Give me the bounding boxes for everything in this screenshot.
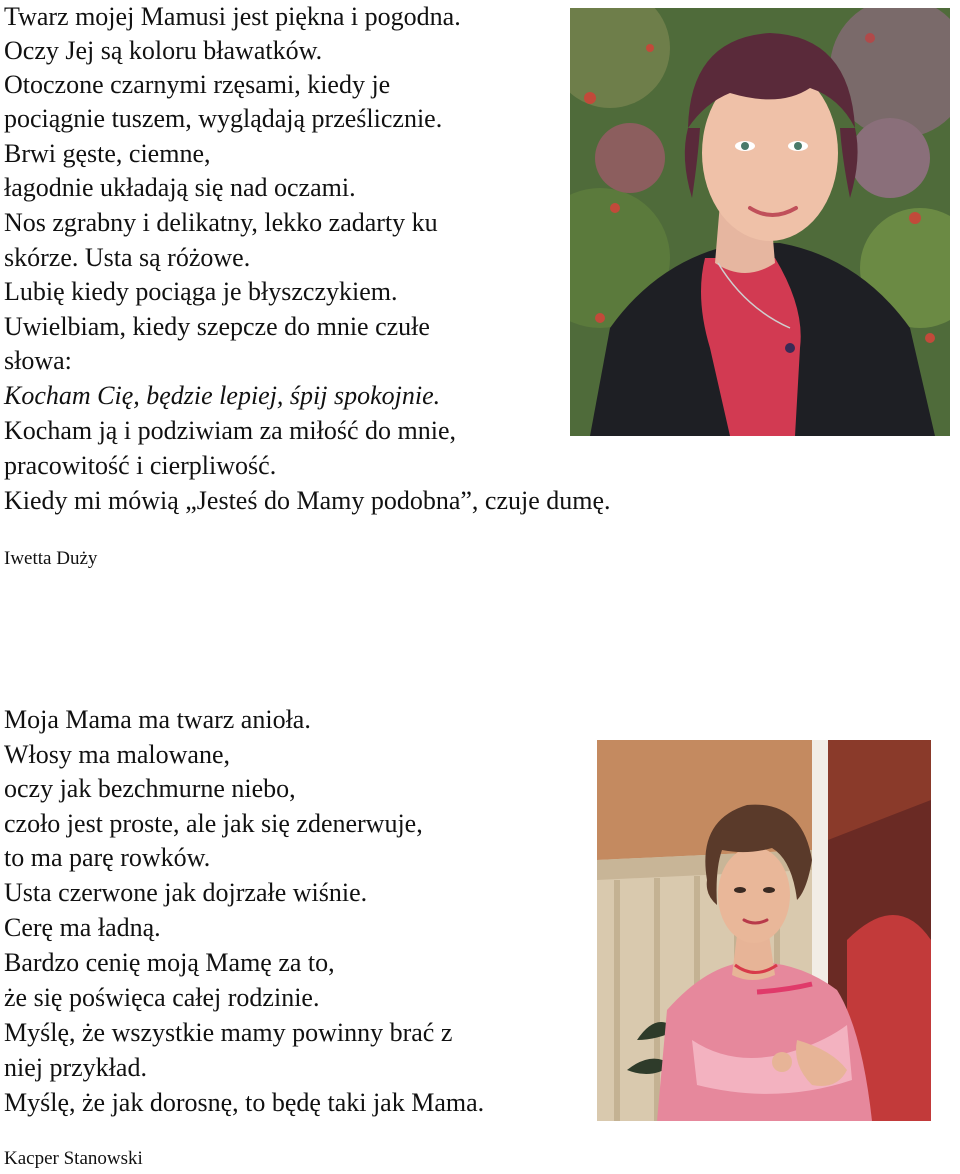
poem1-line-3: Otoczone czarnymi rzęsami, kiedy je (4, 70, 391, 99)
mother-pink-dress-illustration (597, 740, 931, 1121)
poem1-line-9: Lubię kiedy pociąga je błyszczykiem. (4, 277, 398, 306)
poem1-line-10: Uwielbiam, kiedy szepcze do mnie czułe (4, 312, 430, 341)
poem2-line-11: niej przykład. (4, 1053, 147, 1082)
poem2-line-8: Bardzo cenię moją Mamę za to, (4, 948, 335, 977)
poem2-line-1: Moja Mama ma twarz anioła. (4, 705, 311, 734)
poem1-line-5: Brwi gęste, ciemne, (4, 139, 211, 168)
poem2-line-6: Usta czerwone jak dojrzałe wiśnie. (4, 878, 368, 907)
poem2-line-3: oczy jak bezchmurne niebo, (4, 774, 296, 803)
poem1-line-12: Kocham Cię, będzie lepiej, śpij spokojnie. (4, 381, 441, 410)
poem1-line-13: Kocham ją i podziwiam za miłość do mnie, (4, 416, 456, 445)
poem1-line-2: Oczy Jej są koloru bławatków. (4, 36, 323, 65)
mother-portrait-illustration (570, 8, 950, 436)
poem1-line-6: łagodnie układają się nad oczami. (4, 173, 356, 202)
poem1-line-4: pociągnie tuszem, wyglądają prześlicznie. (4, 104, 443, 133)
mother-portrait-photo (570, 8, 950, 436)
poem1-line-7: Nos zgrabny i delikatny, lekko zadarty ku (4, 208, 438, 237)
poem1-line-8: skórze. Usta są różowe. (4, 243, 251, 272)
poem2-line-5: to ma parę rowków. (4, 843, 211, 872)
poem2-author: Kacper Stanowski (4, 1148, 143, 1169)
poem1-author: Iwetta Duży (4, 548, 98, 569)
poem1-line-14: pracowitość i cierpliwość. (4, 451, 277, 480)
poem2-line-4: czoło jest proste, ale jak się zdenerwuje, (4, 809, 423, 838)
poem1-line-15: Kiedy mi mówią „Jesteś do Mamy podobna”, czuje dumę. (4, 486, 611, 515)
poem2-line-12: Myślę, że jak dorosnę, to będę taki jak Mama. (4, 1088, 485, 1117)
poem1-line-1: Twarz mojej Mamusi jest piękna i pogodna. (4, 2, 461, 31)
poem2-line-7: Cerę ma ładną. (4, 913, 161, 942)
poem2-line-9: że się poświęca całej rodzinie. (4, 983, 320, 1012)
poem2-line-10: Myślę, że wszystkie mamy powinny brać z (4, 1018, 453, 1047)
poem1-line-11: słowa: (4, 346, 72, 375)
poem2-line-2: Włosy ma malowane, (4, 740, 230, 769)
mother-photo-pink-dress (597, 740, 931, 1121)
